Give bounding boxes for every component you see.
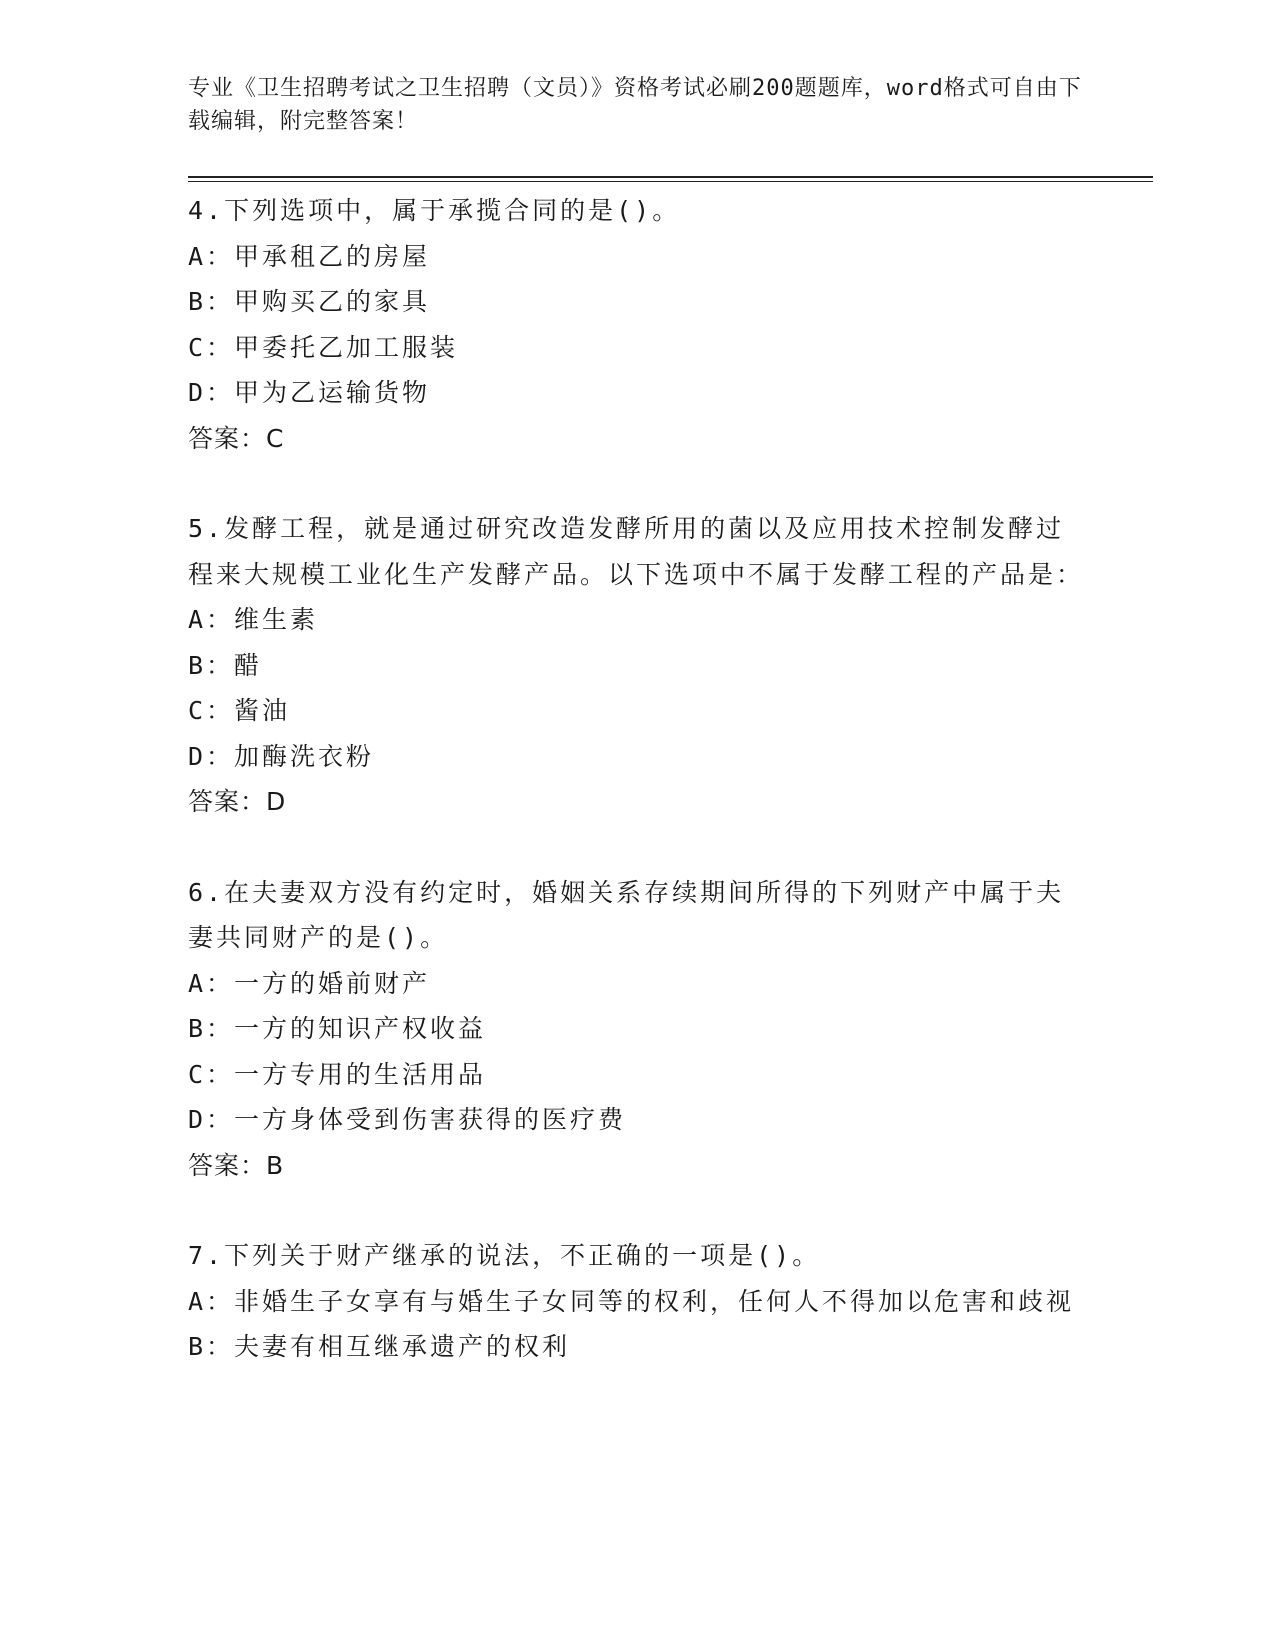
option-c: C：甲委托乙加工服装: [188, 332, 459, 362]
question-stem: 4.下列选项中，属于承揽合同的是()。: [188, 196, 681, 225]
question-4: [188, 188, 1088, 461]
spacer: [188, 1188, 1088, 1233]
question-5: [188, 506, 1088, 825]
question-list: [188, 188, 1088, 1370]
option-a: A：维生素: [188, 605, 319, 634]
option-a: A：甲承租乙的房屋: [188, 241, 431, 271]
question-6: [188, 870, 1088, 1189]
spacer: [188, 461, 1088, 506]
option-d: D：加酶洗衣粉: [188, 741, 375, 771]
question-stem: 6.在夫妻双方没有约定时，婚姻关系存续期间所得的下列财产中属于夫妻共同财产的是()。: [188, 877, 1065, 952]
option-b: B：甲购买乙的家具: [188, 287, 431, 316]
option-c: C：一方专用的生活用品: [188, 1059, 487, 1089]
document-header: 专业《卫生招聘考试之卫生招聘（文员）》资格考试必刷200题题库，word格式可自由下载编辑，附完整答案！: [188, 76, 1082, 134]
option-b: B：夫妻有相互继承遗产的权利: [188, 1332, 571, 1361]
answer-label: 答案：D: [188, 787, 287, 816]
option-c: C：酱油: [188, 696, 291, 725]
question-7: [188, 1233, 1088, 1370]
answer-label: 答案：C: [188, 423, 285, 453]
question-stem: 5.发酵工程，就是通过研究改造发酵所用的菌以及应用技术控制发酵过程来大规模工业化生产发酵产品。以下选项中不属于发酵工程的产品是：: [188, 514, 1085, 589]
header-divider: [188, 176, 1153, 178]
option-d: D：甲为乙运输货物: [188, 378, 431, 407]
option-b: B：一方的知识产权收益: [188, 1014, 487, 1043]
option-d: D：一方身体受到伤害获得的医疗费: [188, 1105, 627, 1134]
spacer: [188, 825, 1088, 870]
option-a: A：非婚生子女享有与婚生子女同等的权利，任何人不得加以危害和歧视: [188, 1286, 1075, 1316]
option-a: A：一方的婚前财产: [188, 968, 431, 998]
option-b: B：醋: [188, 650, 263, 680]
header-divider-thin: [188, 181, 1153, 182]
question-stem: 7.下列关于财产继承的说法，不正确的一项是()。: [188, 1241, 821, 1270]
answer-label: 答案：B: [188, 1150, 285, 1180]
